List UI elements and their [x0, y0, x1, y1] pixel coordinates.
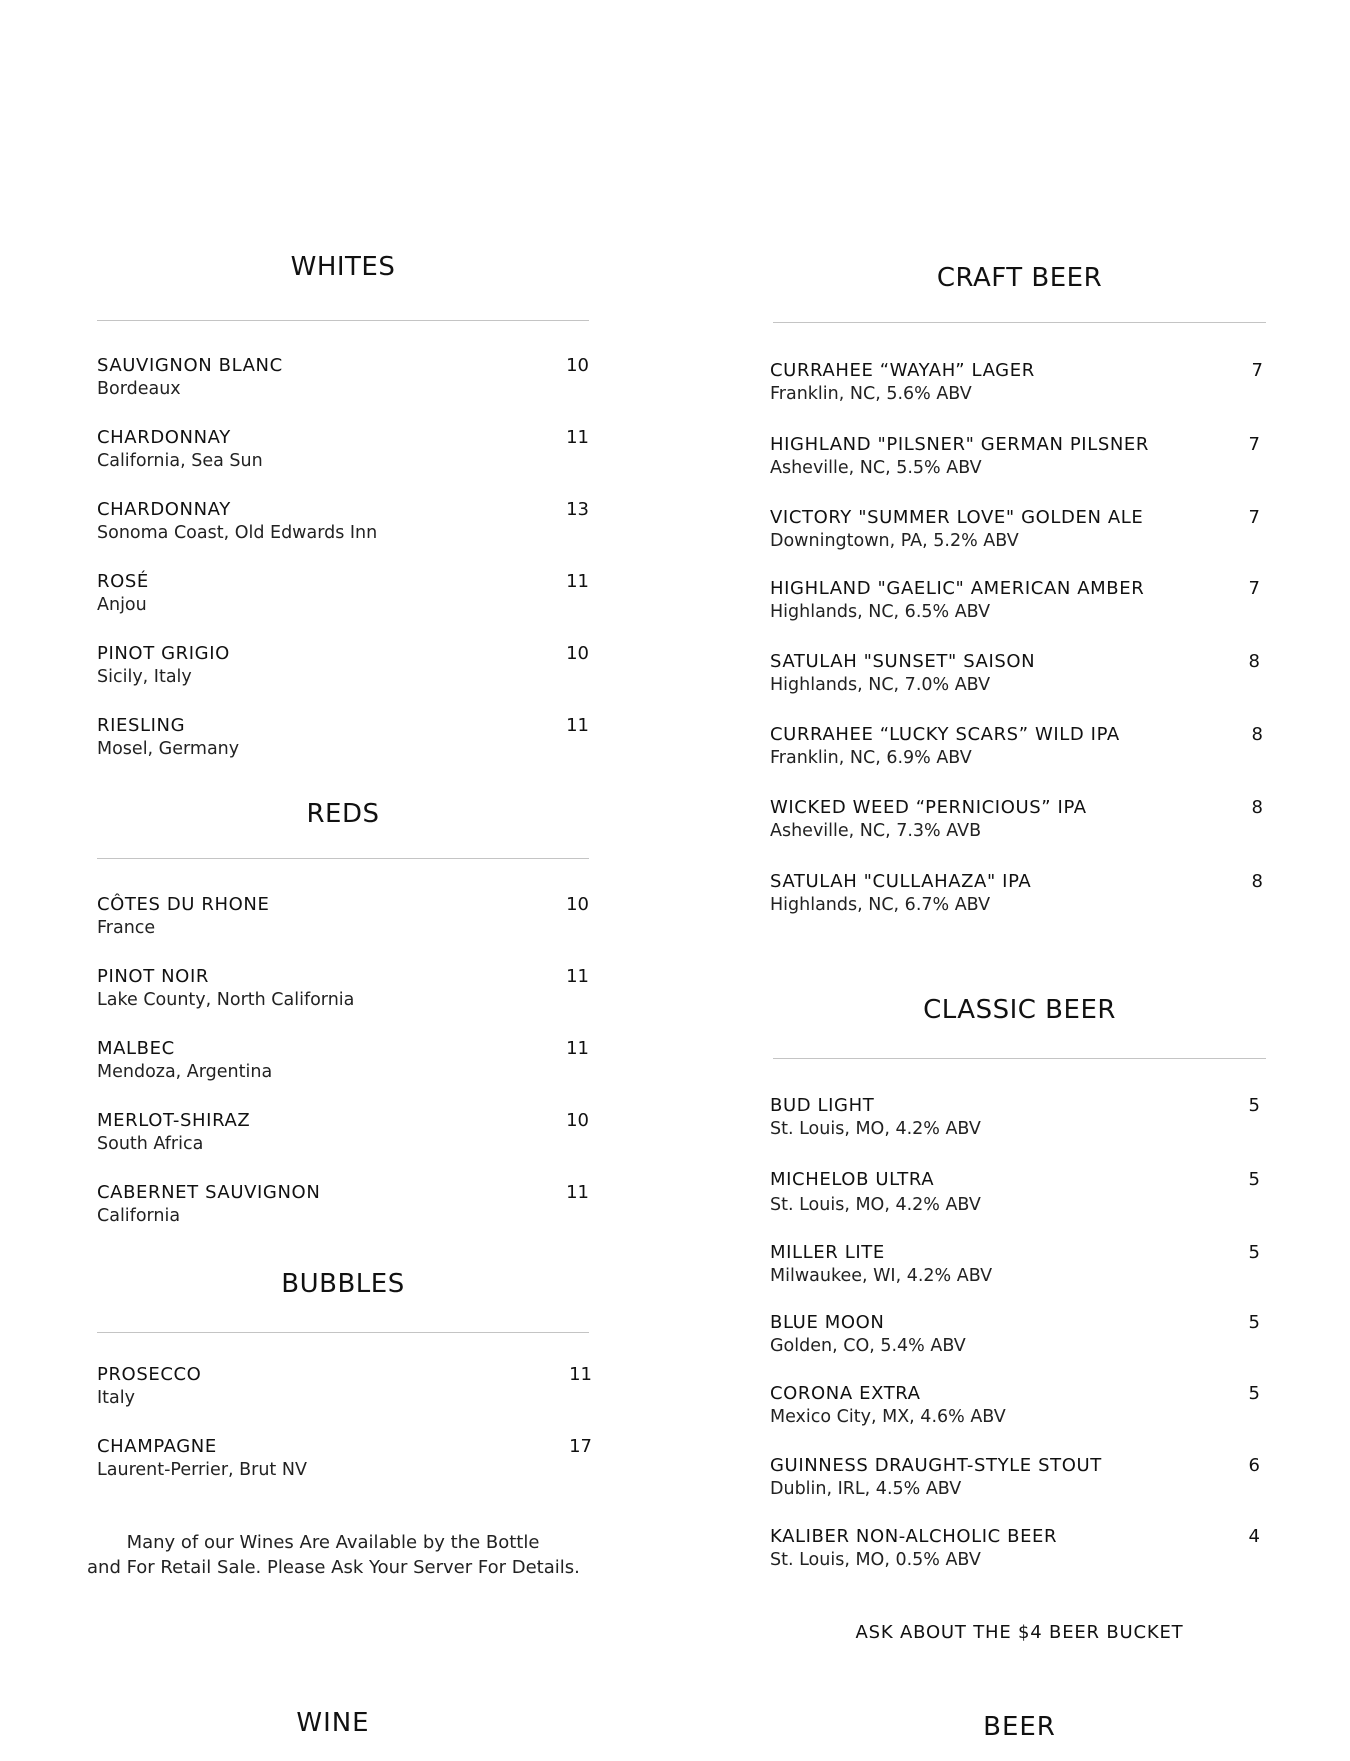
- item-price: 8: [1251, 797, 1263, 818]
- menu-item: [770, 871, 1263, 927]
- item-name: HIGHLAND "PILSNER" GERMAN PILSNER: [770, 434, 1149, 455]
- item-price: 8: [1248, 651, 1260, 672]
- menu-item: [97, 894, 589, 950]
- item-description: Mendoza, Argentina: [97, 1062, 273, 1082]
- item-description: Mosel, Germany: [97, 739, 240, 759]
- item-price: 5: [1248, 1312, 1260, 1333]
- wine-footer-label: WINE: [296, 1708, 370, 1738]
- item-name: SATULAH "CULLAHAZA" IPA: [770, 871, 1032, 892]
- item-description: Golden, CO, 5.4% ABV: [770, 1336, 966, 1356]
- item-description: France: [97, 918, 156, 938]
- item-price: 8: [1251, 871, 1263, 892]
- item-price: 5: [1248, 1242, 1260, 1263]
- item-description: Franklin, NC, 6.9% ABV: [770, 748, 972, 768]
- item-description: South Africa: [97, 1134, 204, 1154]
- item-description: St. Louis, MO, 4.2% ABV: [770, 1119, 981, 1139]
- wine-column: [87, 0, 592, 1761]
- section-divider: [97, 858, 589, 859]
- item-price: 4: [1248, 1526, 1260, 1547]
- menu-item: [770, 360, 1263, 416]
- menu-item: [770, 1383, 1263, 1439]
- item-price: 10: [566, 1110, 589, 1131]
- item-price: 11: [566, 1182, 589, 1203]
- note-line: and For Retail Sale. Please Ask Your Server For Details.: [87, 1557, 580, 1578]
- item-description: St. Louis, MO, 4.2% ABV: [770, 1195, 981, 1215]
- item-description: Mexico City, MX, 4.6% ABV: [770, 1407, 1006, 1427]
- menu-item: [770, 651, 1263, 707]
- item-description: Asheville, NC, 7.3% AVB: [770, 821, 982, 841]
- menu-item: [97, 1436, 592, 1492]
- item-price: 7: [1248, 507, 1260, 528]
- section-divider: [773, 1058, 1266, 1059]
- item-name: PINOT NOIR: [97, 966, 209, 987]
- beer-column: [770, 0, 1263, 1761]
- item-name: MERLOT-SHIRAZ: [97, 1110, 251, 1131]
- item-description: St. Louis, MO, 0.5% ABV: [770, 1550, 981, 1570]
- item-name: SAUVIGNON BLANC: [97, 355, 283, 376]
- item-name: MALBEC: [97, 1038, 175, 1059]
- item-description: Laurent-Perrier, Brut NV: [97, 1460, 307, 1480]
- item-price: 11: [566, 966, 589, 987]
- menu-item: [97, 643, 589, 699]
- item-description: California: [97, 1206, 181, 1226]
- menu-item: [770, 1312, 1263, 1368]
- menu-item: [97, 427, 589, 483]
- item-price: 5: [1248, 1095, 1260, 1116]
- item-description: Milwaukee, WI, 4.2% ABV: [770, 1266, 993, 1286]
- item-description: California, Sea Sun: [97, 451, 263, 471]
- menu-item: [770, 1526, 1263, 1582]
- item-price: 11: [566, 427, 589, 448]
- item-price: 17: [569, 1436, 592, 1457]
- item-description: Downingtown, PA, 5.2% ABV: [770, 531, 1019, 551]
- section-title-craft-beer: CRAFT BEER: [936, 263, 1103, 293]
- item-price: 7: [1248, 578, 1260, 599]
- section-divider: [97, 320, 589, 321]
- item-name: SATULAH "SUNSET" SAISON: [770, 651, 1036, 672]
- item-price: 5: [1248, 1169, 1260, 1190]
- item-name: VICTORY "SUMMER LOVE" GOLDEN ALE: [770, 507, 1144, 528]
- section-divider: [97, 1332, 589, 1333]
- item-name: CHAMPAGNE: [97, 1436, 217, 1457]
- item-price: 11: [566, 715, 589, 736]
- section-title-classic-beer: CLASSIC BEER: [923, 995, 1116, 1025]
- item-description: Asheville, NC, 5.5% ABV: [770, 458, 982, 478]
- menu-item: [97, 1364, 592, 1420]
- item-description: Highlands, NC, 6.5% ABV: [770, 602, 991, 622]
- item-name: CURRAHEE “LUCKY SCARS” WILD IPA: [770, 724, 1120, 745]
- menu-item: [770, 434, 1263, 490]
- item-name: PINOT GRIGIO: [97, 643, 230, 664]
- item-name: BLUE MOON: [770, 1312, 885, 1333]
- item-description: Highlands, NC, 7.0% ABV: [770, 675, 991, 695]
- beer-bucket-note: ASK ABOUT THE $4 BEER BUCKET: [855, 1622, 1184, 1643]
- item-name: CURRAHEE “WAYAH” LAGER: [770, 360, 1035, 381]
- item-name: CÔTES DU RHONE: [97, 894, 270, 915]
- item-price: 11: [566, 1038, 589, 1059]
- menu-item: [770, 797, 1263, 853]
- item-price: 10: [566, 894, 589, 915]
- item-description: Sonoma Coast, Old Edwards Inn: [97, 523, 378, 543]
- item-name: PROSECCO: [97, 1364, 202, 1385]
- item-price: 10: [566, 643, 589, 664]
- section-divider: [773, 322, 1266, 323]
- item-price: 11: [569, 1364, 592, 1385]
- menu-item: [770, 578, 1263, 634]
- item-name: BUD LIGHT: [770, 1095, 875, 1116]
- item-description: Sicily, Italy: [97, 667, 192, 687]
- item-description: Dublin, IRL, 4.5% ABV: [770, 1479, 962, 1499]
- item-name: ROSÉ: [97, 571, 149, 592]
- menu-item: [97, 966, 589, 1022]
- item-price: 7: [1248, 434, 1260, 455]
- menu-item: [97, 1110, 589, 1166]
- item-name: WICKED WEED “PERNICIOUS” IPA: [770, 797, 1087, 818]
- menu-item: [770, 1169, 1263, 1225]
- menu-item: [97, 1182, 589, 1238]
- menu-item: [770, 1242, 1263, 1298]
- menu-item: [97, 499, 589, 555]
- menu-item: [770, 507, 1263, 563]
- item-name: CHARDONNAY: [97, 499, 231, 520]
- item-price: 11: [566, 571, 589, 592]
- item-name: RIESLING: [97, 715, 186, 736]
- item-name: CHARDONNAY: [97, 427, 231, 448]
- item-name: CORONA EXTRA: [770, 1383, 921, 1404]
- section-title-whites: WHITES: [290, 252, 396, 282]
- bottle-retail-note: [87, 1530, 579, 1580]
- menu-item: [97, 715, 589, 771]
- section-title-reds: REDS: [306, 799, 380, 829]
- item-price: 8: [1251, 724, 1263, 745]
- menu-item: [97, 355, 589, 411]
- menu-item: [770, 724, 1263, 780]
- item-price: 6: [1248, 1455, 1260, 1476]
- item-description: Highlands, NC, 6.7% ABV: [770, 895, 991, 915]
- menu-item: [97, 1038, 589, 1094]
- item-name: HIGHLAND "GAELIC" AMERICAN AMBER: [770, 578, 1145, 599]
- menu-item: [97, 571, 589, 627]
- menu-item: [770, 1455, 1263, 1511]
- menu-item: [770, 1095, 1263, 1151]
- item-description: Franklin, NC, 5.6% ABV: [770, 384, 972, 404]
- item-name: KALIBER NON-ALCHOLIC BEER: [770, 1526, 1058, 1547]
- section-title-bubbles: BUBBLES: [281, 1269, 405, 1299]
- item-price: 7: [1251, 360, 1263, 381]
- item-price: 10: [566, 355, 589, 376]
- item-description: Anjou: [97, 595, 147, 615]
- item-price: 5: [1248, 1383, 1260, 1404]
- note-line: Many of our Wines Are Available by the Bottle: [126, 1532, 540, 1553]
- item-name: GUINNESS DRAUGHT-STYLE STOUT: [770, 1455, 1102, 1476]
- item-name: MICHELOB ULTRA: [770, 1169, 935, 1190]
- item-name: CABERNET SAUVIGNON: [97, 1182, 321, 1203]
- item-description: Italy: [97, 1388, 135, 1408]
- item-price: 13: [566, 499, 589, 520]
- item-description: Bordeaux: [97, 379, 181, 399]
- item-description: Lake County, North California: [97, 990, 355, 1010]
- item-name: MILLER LITE: [770, 1242, 885, 1263]
- beer-footer-label: BEER: [983, 1712, 1056, 1742]
